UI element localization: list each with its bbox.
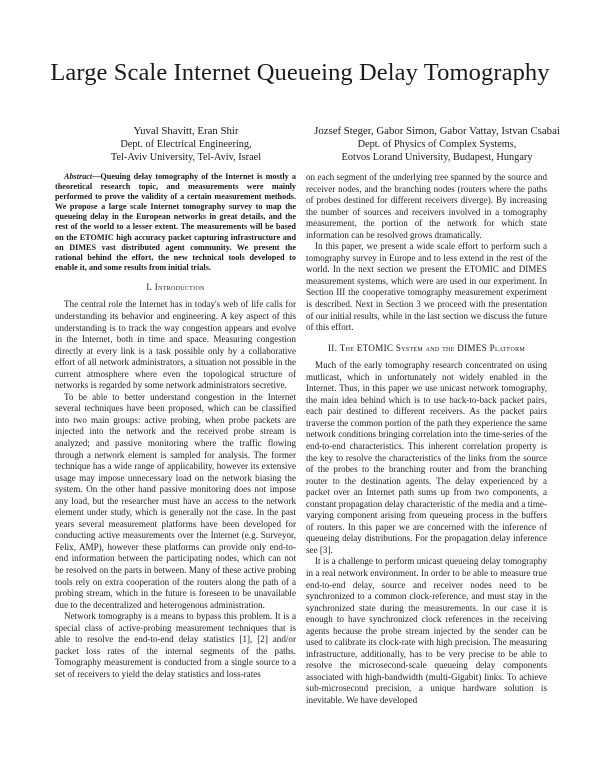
author-affiliation-left: Tel-Aviv University, Tel-Aviv, Israel: [110, 151, 262, 163]
author-names-right: Jozsef Steger, Gabor Simon, Gabor Vattay, Istvan Csabai: [314, 125, 560, 137]
abstract-label: Abstract: [64, 172, 93, 181]
section-number: II.: [327, 342, 338, 353]
intro-paragraph-3-continued: on each segment of the underlying tree spanned by the source and receiver nodes, and the branching nodes (routers where the paths of probes destined for different receivers diverge). By increasing the number of sources and receivers involved in a tomography measurement, the portion of the network for which state information can be resolved grows dramatically.: [306, 172, 547, 240]
section-number: I.: [146, 281, 153, 292]
intro-paragraph-2: To be able to better understand congestion in the Internet several techniques have been proposed, which can be classified into two main groups: active probing, when probe packets are injected into the network and the received probe stream is analyzed; and passive monitoring where the traffic flowing through a network element is sampled for analysis. The former technique has a wide range of applicability, however its extensive usage may impose unnecessary load on the network biasing the system. On the other hand passive monitoring does not impose any load, but the researcher must have an access to the network element under study, which is generally not the case. In the past years several measurement platforms have been developed for conducting active measurements over the Internet (e.g. Surveyor, Felix, AMP), however these platforms can provide only end-to-end information between the participating nodes, which can not be resolved on the parts in between. Many of these active probing tools rely on extra cooperation of the routers along the path of a probing stream, which in the future is foreseen to be unavailable due to the decentralized and heterogenous administration.: [55, 391, 296, 610]
section-title: The ETOMIC System and the DIMES Platform: [339, 342, 526, 353]
author-names-left: Yuval Shavitt, Eran Shir: [133, 125, 239, 137]
section-heading-introduction: [55, 282, 296, 294]
author-block-right: [302, 125, 572, 164]
abstract-text: —Queuing delay tomography of the Internet is mostly a theoretical research topic, and measurements were mainly performed to prove the validity of a certain measurement methods. We propose a large scale Internet tomography survey to map the queueing delay in the European networks in great details, and the rest of the world to a lesser extent. The measurements will be based on the ETOMIC high accuracy packet capturing infrastructure and on DIMES vast distributed agent community. We present the rational behind the effort, the new technical tools developed to enable it, and some results from initial trials.: [55, 172, 296, 272]
author-affiliation-right: Eotvos Lorand University, Budapest, Hungary: [341, 151, 533, 163]
section2-paragraph-2: It is a challenge to perform unicast queueing delay tomography in a real network environment. In order to be able to measure true end-to-end delay, source and receiver nodes need to be synchronized to a common clock-reference, and must stay in the synchronized state during the measurements. In our case it is enough to have synchronized clock references in the receiving agents because the probe stream injected by the sender can be used to calibrate its clock-rate with high precision. The measuring infrastructure, additionally, has to be very precise to be able to resolve the microsecond-scale queueing delay components associated with high-bandwidth (multi-Gigabit) links. To achieve sub-microsecond precision, a unique hardware solution is inevitable. We have developed: [306, 556, 547, 706]
intro-paragraph-4: In this paper, we present a wide scale effort to perform such a tomography survey in Europe and to less extend in the rest of the world. In the next section we present the ETOMIC and DIMES measurement systems, which were are used in our experiment. In Section III the cooperative tomography measurement experiment is described. Next in Section 3 we proceed with the presentation of our initial results, while in the last section we discuss the future of this effort.: [306, 241, 547, 333]
intro-paragraph-1: The central role the Internet has in today's web of life calls for understanding its behavior and engineering. A key aspect of this understanding is to track the way congestion appears and evolve in the Internet, both in time and space. Measuring congestion directly at every link is a task possible only by a collaborative effort of all network administrators, a situation not possible in the current atmosphere where even the topological structure of networks is regarded by some network administrators secretive.: [55, 299, 296, 391]
section-title: Introduction: [154, 281, 205, 292]
left-column: [55, 172, 296, 680]
intro-paragraph-3: Network tomography is a means to bypass this problem. It is a special class of active-probing measurement techniques that is able to resolve the end-to-end delay statistics [1], [2] and/or packet loss rates of the internal segments of the paths. Tomography measurement is conducted from a single source to a set of receivers to yield the delay statistics and loss-rates: [55, 611, 296, 679]
section-heading-etomic-dimes: [306, 343, 547, 355]
section2-paragraph-1: Much of the early tomography research concentrated on using mutlicast, which in unfortunately not widely enabled in the Internet. Thus, in this paper we use unicast network tomography, the main idea behind which is to use back-to-back packet pairs, each pair destined to different receivers. As the packet pairs traverse the common portion of the path they experience the same network conditions bringing correlation into the time-series of the end-to-end characteristics. This inherent correlation property is the key to resolve the characteristics of the links from the source of the probes to the branching router and from the branching router to the destination agents. The delay experienced by a packet over an Internet path sums up from two components, a constant propagation delay characteristic of the media and a time-varying component arising from queueing process in the buffers of routers. In this paper we are concerned with the inference of queueing delay distributions. For the propagation delay inference see [3].: [306, 360, 547, 555]
author-block-left: [75, 125, 297, 164]
right-column: [306, 172, 547, 707]
paper-title: Large Scale Internet Queueing Delay Tomography: [50, 59, 550, 86]
author-dept-left: Dept. of Electrical Engineering,: [120, 139, 252, 150]
author-dept-right: Dept. of Physics of Complex Systems,: [357, 139, 517, 150]
abstract: [55, 172, 296, 273]
